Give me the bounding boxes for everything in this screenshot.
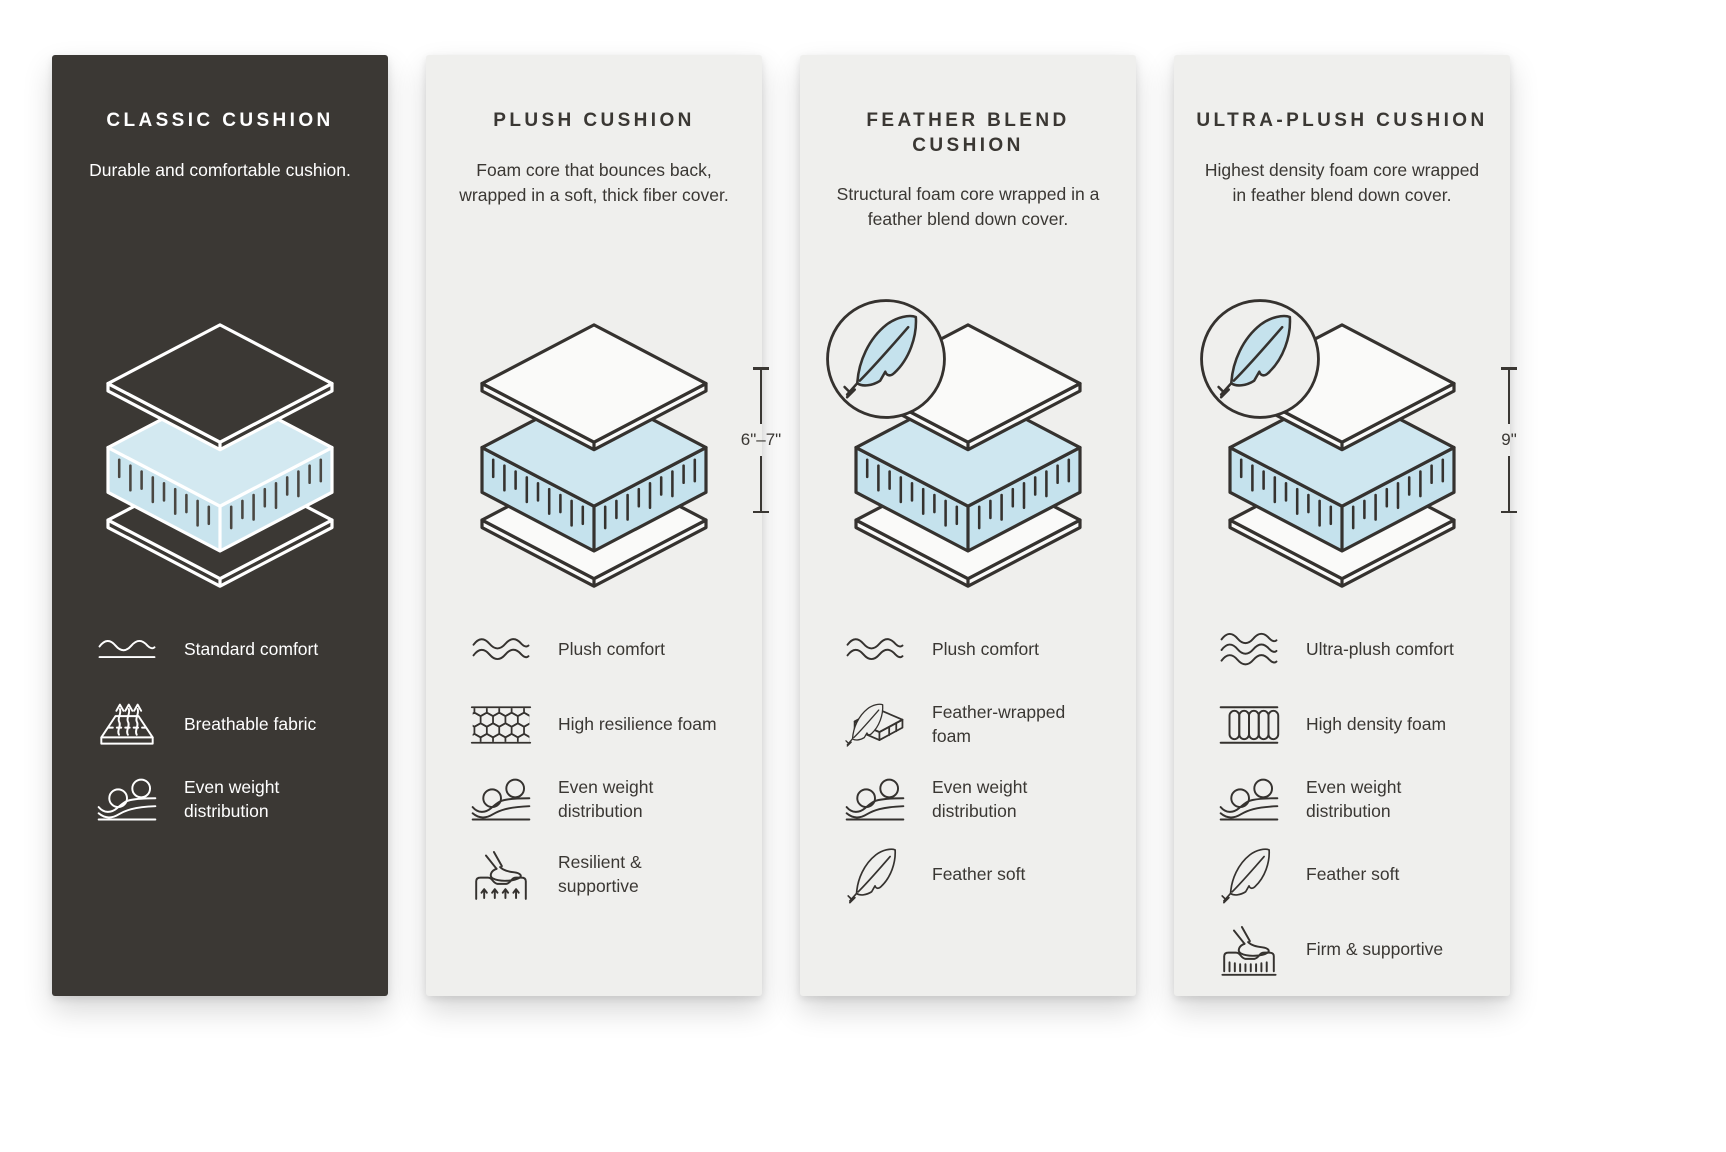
feature-label: Standard comfort [184, 639, 319, 660]
breathable-fabric-icon [96, 694, 158, 756]
honeycomb-foam-icon [470, 694, 532, 756]
measure-line [1508, 456, 1511, 511]
card-plush-cushion [426, 55, 782, 996]
cushion-diagram [1182, 311, 1517, 601]
feature-item [1218, 694, 1490, 756]
card-description: Structural foam core wrapped in a feather blend down cover. [836, 184, 1100, 230]
high-density-foam-icon [1218, 694, 1280, 756]
thickness-measurement [1474, 367, 1544, 513]
card-description: Foam core that bounces back, wrapped in a soft, thick fiber cover. [459, 159, 729, 205]
feature-item [470, 769, 742, 831]
card-description: Durable and comfortable cushion. [89, 159, 351, 180]
card-feather-blend-cushion [800, 55, 1136, 996]
ultra-plush-comfort-wave-icon [1218, 619, 1280, 681]
card-header [1174, 109, 1510, 311]
feature-item [844, 694, 1116, 756]
card-ultra-plush-cushion [1174, 55, 1517, 996]
cushion-layers-illustration [434, 311, 754, 590]
even-weight-icon [96, 769, 158, 831]
cushion-layers-illustration [60, 311, 380, 590]
card-title: ULTRA-PLUSH CUSHION [1196, 110, 1488, 131]
feather-wrapped-foam-icon [844, 694, 906, 756]
feather-badge [820, 293, 952, 425]
feather-badge-icon [820, 293, 952, 425]
card-header [52, 109, 388, 311]
even-weight-icon [470, 769, 532, 831]
feature-item [470, 694, 742, 756]
feature-label: Even weight distribution [184, 777, 280, 821]
thickness-measurement [726, 367, 796, 513]
card-header [800, 109, 1136, 311]
feather-badge [1194, 293, 1326, 425]
feature-label: Resilient & supportive [558, 852, 642, 896]
thickness-value: 6"–7" [740, 430, 782, 449]
feature-label: Ultra-plush comfort [1306, 639, 1454, 660]
feather-icon [1218, 844, 1280, 906]
feature-label: Feather-wrapped foam [932, 702, 1066, 746]
card-description: Highest density foam core wrapped in feather blend down cover. [1204, 159, 1480, 205]
feature-item [1218, 769, 1490, 831]
measure-cap [1501, 511, 1517, 514]
measure-line [760, 370, 763, 425]
feature-item [844, 844, 1116, 906]
card-title: PLUSH CUSHION [493, 110, 695, 131]
feature-list [1174, 601, 1510, 981]
feature-list [52, 601, 388, 831]
feature-item [1218, 619, 1490, 681]
feature-item [96, 619, 368, 681]
plush-comfort-wave-icon [844, 619, 906, 681]
feature-item [1218, 919, 1490, 981]
feature-label: Even weight distribution [1306, 777, 1402, 821]
feature-label: Even weight distribution [558, 777, 654, 821]
even-weight-icon [844, 769, 906, 831]
feature-item [844, 619, 1116, 681]
feature-label: High resilience foam [558, 714, 717, 735]
feature-item [470, 619, 742, 681]
feature-label: Feather soft [1306, 864, 1400, 885]
feature-label: Feather soft [932, 864, 1026, 885]
feature-item [470, 844, 742, 906]
thickness-value: 9" [1501, 430, 1517, 449]
card-title: FEATHER BLEND CUSHION [866, 110, 1070, 156]
feature-label: Plush comfort [558, 639, 665, 660]
feature-item [96, 694, 368, 756]
feather-badge-icon [1194, 293, 1326, 425]
measure-cap [753, 511, 769, 514]
card-classic-cushion [52, 55, 388, 996]
feather-icon [844, 844, 906, 906]
resilient-foot-icon [470, 844, 532, 906]
feature-item [1218, 844, 1490, 906]
even-weight-icon [1218, 769, 1280, 831]
cushion-diagram [434, 311, 782, 601]
feature-label: High density foam [1306, 714, 1447, 735]
plush-comfort-wave-icon [470, 619, 532, 681]
feature-label: Even weight distribution [932, 777, 1028, 821]
standard-comfort-wave-icon [96, 619, 158, 681]
measure-line [1508, 370, 1511, 425]
firm-supportive-foot-icon [1218, 919, 1280, 981]
feature-label: Firm & supportive [1306, 939, 1444, 960]
cushion-diagram [60, 311, 380, 601]
feature-label: Breathable fabric [184, 714, 317, 735]
measure-line [760, 456, 763, 511]
feature-label: Plush comfort [932, 639, 1039, 660]
card-title: CLASSIC CUSHION [106, 110, 334, 131]
feature-list [426, 601, 762, 906]
feature-item [96, 769, 368, 831]
feature-item [844, 769, 1116, 831]
card-header [426, 109, 762, 311]
feature-list [800, 601, 1136, 906]
cushion-diagram [808, 311, 1128, 601]
